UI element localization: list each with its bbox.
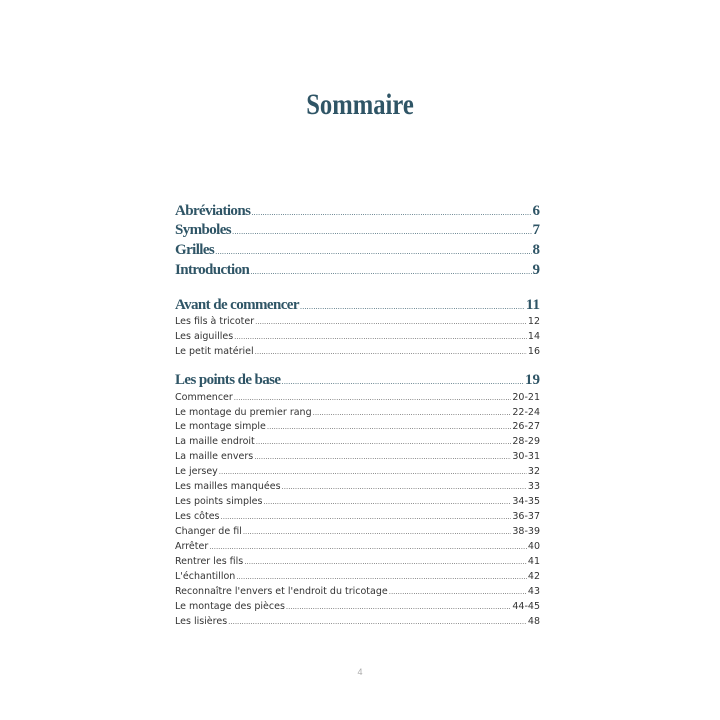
toc-entry <box>175 392 540 406</box>
dot-leader <box>300 302 525 311</box>
toc-entry-label: La maille envers <box>175 451 254 462</box>
toc-entry <box>175 496 540 510</box>
toc-entry-label: Changer de fil <box>175 526 242 537</box>
toc-entry-label: Reconnaître l'envers et l'endroit du tricotage <box>175 586 388 597</box>
dot-leader <box>243 528 512 536</box>
toc-entry-label: Rentrer les fils <box>175 556 244 567</box>
toc-entry-page: 33 <box>527 481 540 492</box>
toc-section-heading <box>175 372 540 392</box>
toc-entry-page: 43 <box>527 586 540 597</box>
toc-heading-page: 11 <box>525 297 540 313</box>
toc-entry-label: Le montage du premier rang <box>175 407 312 418</box>
toc-entry-label: Les points simples <box>175 496 263 507</box>
page-title: Sommaire <box>306 88 414 121</box>
toc-entry <box>175 586 540 600</box>
toc-entry <box>175 436 540 450</box>
toc-entry-page: 22-24 <box>512 407 540 418</box>
toc-entry <box>175 481 540 495</box>
dot-leader <box>228 618 527 626</box>
toc-entry-page: 32 <box>527 466 540 477</box>
toc-entry <box>175 526 540 540</box>
toc-entry-label: L'échantillon <box>175 571 236 582</box>
toc-entry-page: 28-29 <box>512 436 540 447</box>
dot-leader <box>389 588 527 596</box>
dot-leader <box>282 483 527 491</box>
toc-entry-label: Grilles <box>175 242 215 258</box>
toc-entry <box>175 407 540 421</box>
toc-entry-major <box>175 242 540 262</box>
toc-entry-label: Le jersey <box>175 466 218 477</box>
toc-entry <box>175 601 540 615</box>
toc-entry-label: Le montage simple <box>175 421 266 432</box>
dot-leader <box>234 394 512 402</box>
toc-entry <box>175 421 540 435</box>
toc-entry-page: 36-37 <box>512 511 540 522</box>
toc-entry-label: Les aiguilles <box>175 331 234 342</box>
dot-leader <box>281 377 524 386</box>
toc-heading-page: 19 <box>525 372 540 388</box>
dot-leader <box>215 247 531 256</box>
toc-entry-page: 16 <box>527 346 540 357</box>
dot-leader <box>263 498 511 506</box>
toc-entry-major <box>175 222 540 242</box>
dot-leader <box>236 573 527 581</box>
toc-entry-label: Le montage des pièces <box>175 601 285 612</box>
dot-leader <box>234 333 527 341</box>
dot-leader <box>255 318 527 326</box>
dot-leader <box>250 267 531 276</box>
dot-leader <box>232 227 531 236</box>
toc-entry-page: 48 <box>527 616 540 627</box>
toc-entry <box>175 346 540 360</box>
toc-entry-label: Les fils à tricoter <box>175 316 255 327</box>
dot-leader <box>286 603 511 611</box>
dot-leader <box>256 438 512 446</box>
toc-entry-label: Les lisières <box>175 616 228 627</box>
toc-entry-label: Abréviations <box>175 203 251 219</box>
toc-entry-page: 26-27 <box>512 421 540 432</box>
toc-entry-page: 20-21 <box>512 392 540 403</box>
toc-entry-page: 38-39 <box>512 526 540 537</box>
dot-leader <box>221 513 512 521</box>
toc-entry-label: La maille endroit <box>175 436 255 447</box>
toc-entry-label: Le petit matériel <box>175 346 254 357</box>
toc-entry-page: 42 <box>527 571 540 582</box>
toc-entry-label: Symboles <box>175 222 232 238</box>
toc-section-heading <box>175 297 540 317</box>
toc-entry <box>175 616 540 630</box>
page-number: 4 <box>357 667 363 677</box>
toc-entry-major <box>175 203 540 223</box>
toc-entry-page: 12 <box>527 316 540 327</box>
toc-entry <box>175 541 540 555</box>
toc-entry <box>175 511 540 525</box>
toc-entry-page: 14 <box>527 331 540 342</box>
toc-entry-page: 8 <box>532 242 540 258</box>
dot-leader <box>219 468 527 476</box>
toc-entry <box>175 331 540 345</box>
toc-entry-page: 40 <box>527 541 540 552</box>
toc-entry-page: 6 <box>532 203 540 219</box>
toc-entry-major <box>175 262 540 282</box>
toc-entry <box>175 451 540 465</box>
dot-leader <box>255 348 527 356</box>
toc-entry-page: 7 <box>532 222 540 238</box>
dot-leader <box>313 409 512 417</box>
dot-leader <box>267 423 512 431</box>
toc-entry-label: Introduction <box>175 262 250 278</box>
toc-entry-page: 9 <box>532 262 540 278</box>
toc-entry-page: 34-35 <box>512 496 540 507</box>
toc-entry <box>175 466 540 480</box>
toc-entry <box>175 571 540 585</box>
dot-leader <box>244 558 527 566</box>
toc-entry <box>175 316 540 330</box>
toc-entry-page: 30-31 <box>512 451 540 462</box>
toc-heading-label: Avant de commencer <box>175 297 299 313</box>
toc-entry-label: Les mailles manquées <box>175 481 281 492</box>
toc-entry-label: Les côtes <box>175 511 220 522</box>
toc-entry-label: Arrêter <box>175 541 209 552</box>
dot-leader <box>254 453 511 461</box>
toc-heading-label: Les points de base <box>175 372 281 388</box>
toc-entry <box>175 556 540 570</box>
toc-entry-label: Commencer <box>175 392 233 403</box>
dot-leader <box>251 208 531 217</box>
toc-entry-page: 41 <box>527 556 540 567</box>
toc-entry-page: 44-45 <box>512 601 540 612</box>
dot-leader <box>209 543 527 551</box>
